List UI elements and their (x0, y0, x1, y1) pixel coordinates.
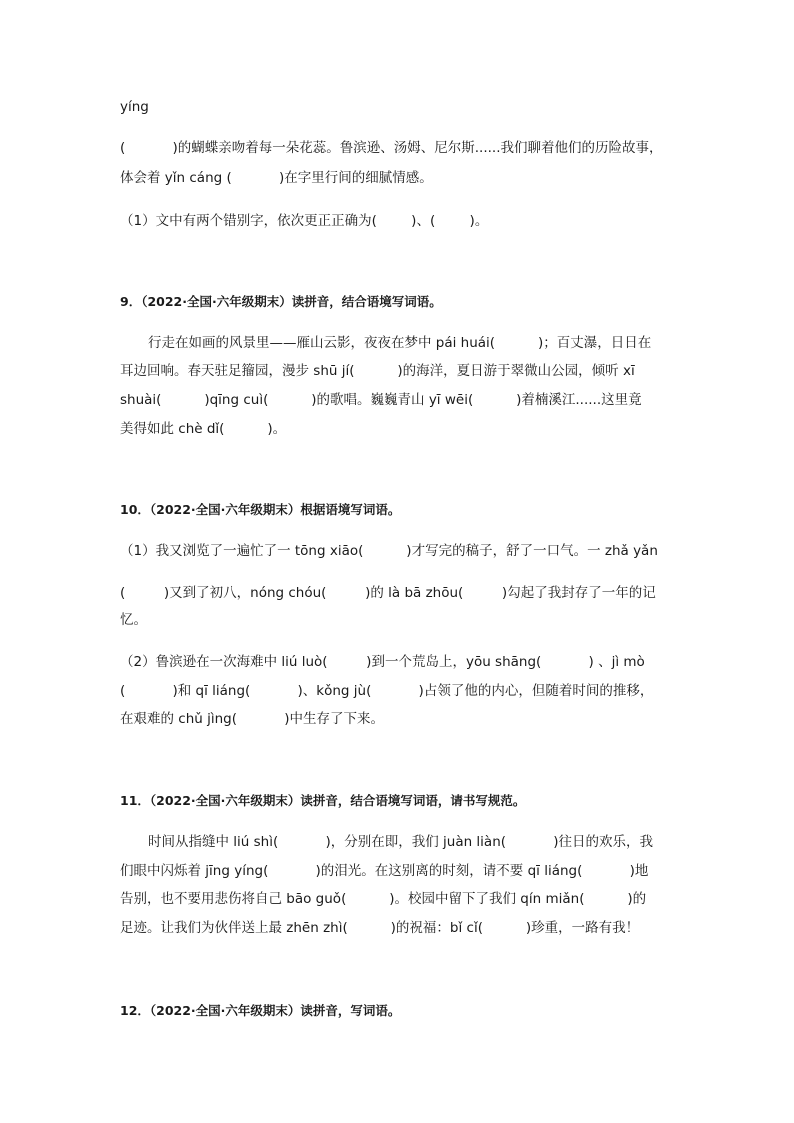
question-9-heading: 9．（2022·全国·六年级期末）读拼音，结合语境写词语。 (120, 294, 442, 309)
passage-line: 体会着 yǐn cáng ( )在字里行间的细腻情感。 (120, 170, 433, 186)
passage-line: 们眼中闪烁着 jīng yíng( )的泪光。在这别离的时刻，请不要 qī liáng( )地 (120, 863, 649, 879)
question-10-heading: 10．（2022·全国·六年级期末）根据语境写词语。 (120, 502, 401, 517)
passage-line: 忆。 (120, 612, 147, 628)
sub-question: （1）我又浏览了一遍忙了一 tōng xiāo( )才写完的稿子，舒了一口气。一 zhǎ yǎn (120, 543, 658, 559)
passage-line: ( )和 qī liáng( )、kǒng jù( )占领了他的内心，但随着时间的推移， (120, 683, 654, 699)
passage-line: 耳边回响。春天驻足籀园，漫步 shū jí( )的海洋，夏日游于翠微山公园，倾听 xī (120, 363, 635, 379)
question-12-heading: 12．（2022·全国·六年级期末）读拼音，写词语。 (120, 1003, 401, 1018)
passage-line: 足迹。让我们为伙伴送上最 zhēn zhì( )的祝福：bǐ cǐ( )珍重，一路有我！ (120, 920, 640, 936)
passage-line: 告别，也不要用悲伤将自己 bāo guǒ( )。校园中留下了我们 qín miǎn( )的 (120, 891, 647, 907)
passage-line: 在艰难的 chǔ jìng( )中生存了下来。 (120, 711, 384, 727)
passage-line: 行走在如画的风景里——雁山云影，夜夜在梦中 pái huái( )；百丈瀑，日日在 (148, 335, 652, 351)
pinyin-ying: yíng (120, 99, 149, 115)
passage-line: ( )又到了初八，nóng chóu( )的 là bā zhōu( )勾起了我封存了一年的记 (120, 585, 656, 601)
passage-line: ( )的蝴蝶亲吻着每一朵花蕊。鲁滨逊、汤姆、尼尔斯......我们聊着他们的历险故事， (120, 140, 663, 156)
passage-line: 时间从指缝中 liú shì( )，分别在即，我们 juàn liàn( )往日的欢乐，我 (148, 834, 654, 850)
sub-question: （2）鲁滨逊在一次海难中 liú luò( )到一个荒岛上，yōu shāng( ) 、jì mò (120, 654, 645, 670)
passage-line: 美得如此 chè dǐ( )。 (120, 421, 287, 437)
sub-question: （1）文中有两个错别字，依次更正正确为( )、( )。 (120, 213, 489, 229)
passage-line: shuài( )qīng cuì( )的歌唱。巍巍青山 yī wēi( )着楠溪江......这里竟 (120, 392, 642, 408)
question-11-heading: 11．（2022·全国·六年级期末）读拼音，结合语境写词语，请书写规范。 (120, 793, 526, 808)
